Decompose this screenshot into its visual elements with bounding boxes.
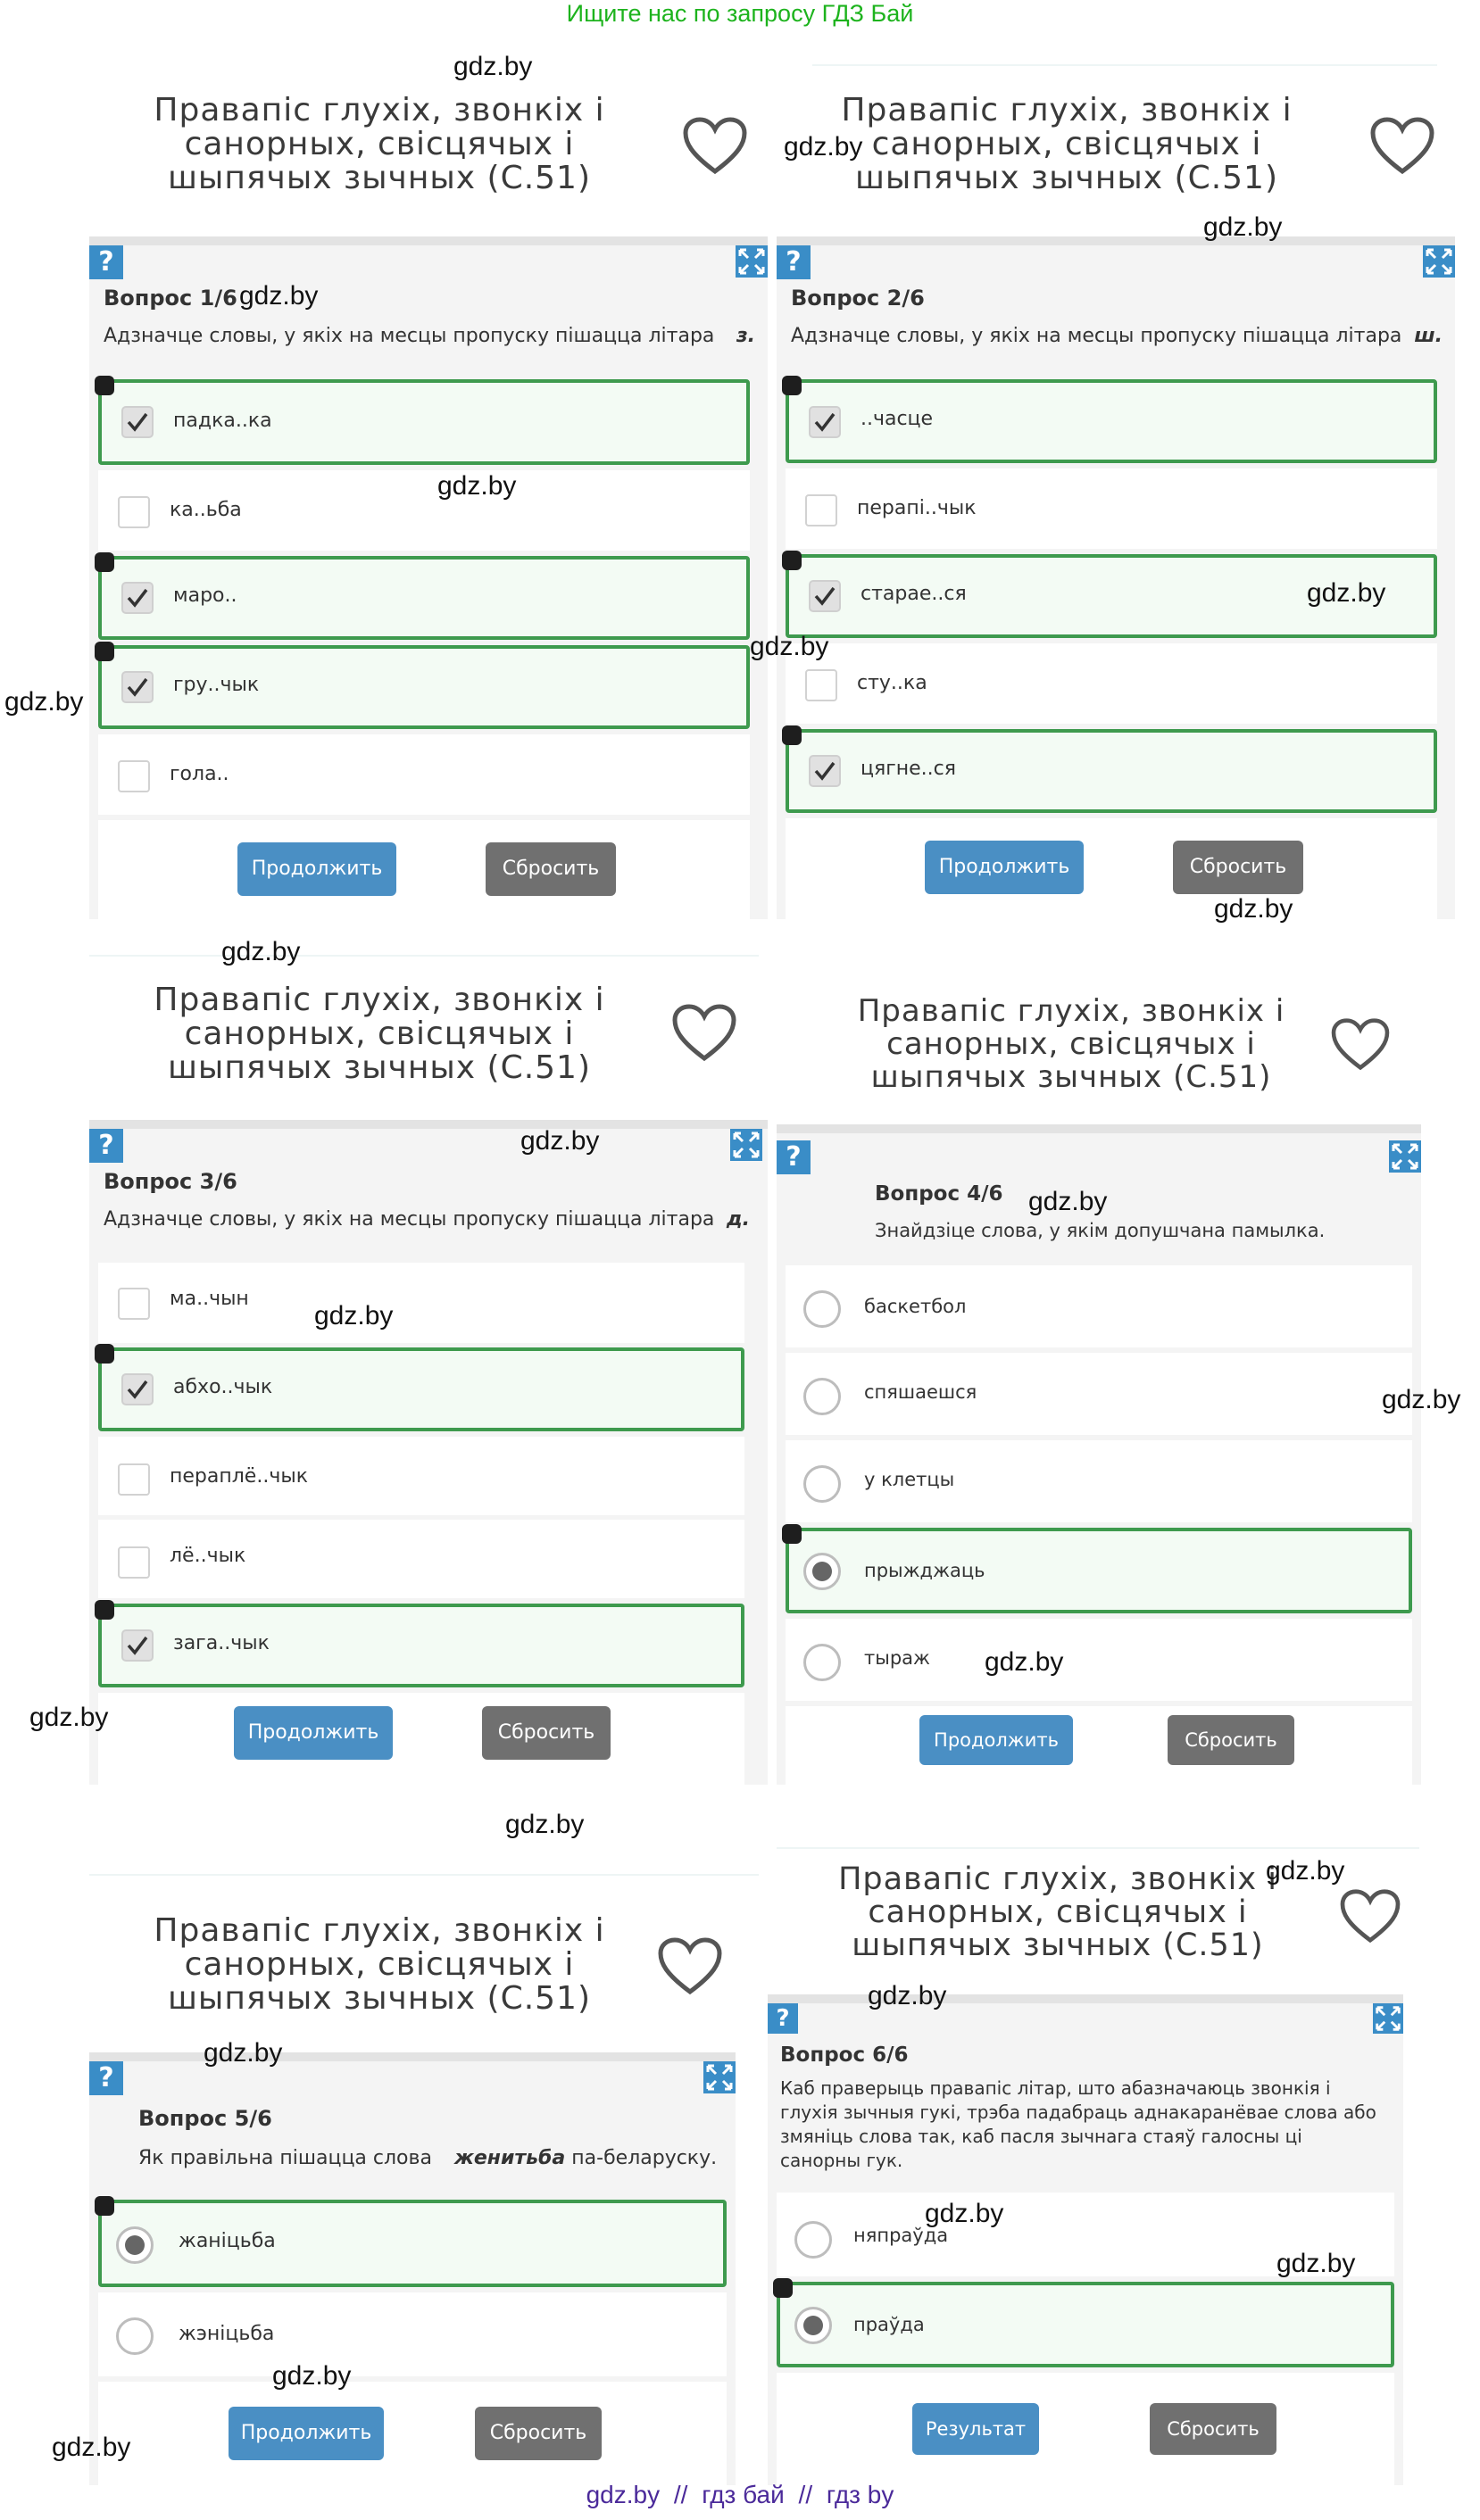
title-line: шыпячых зычных (С.51) [167, 1980, 592, 2017]
answer-option[interactable] [98, 470, 750, 551]
option-label: зага..чык [173, 1632, 270, 1654]
footer-separator: // [798, 2481, 813, 2508]
quiz-panel [777, 1124, 1421, 1785]
title-line: шыпячых зычных (С.51) [870, 1059, 1272, 1095]
selected-marker [782, 725, 802, 745]
question-text: Знайдзіце слова, у якім допушчана памылка. [875, 1220, 1326, 1241]
help-icon[interactable]: ? [89, 1129, 123, 1163]
quiz-card-4 [777, 946, 1455, 1776]
answer-option[interactable] [98, 2292, 727, 2376]
option-label: маро.. [173, 584, 237, 607]
footer-separator: // [673, 2481, 688, 2508]
watermark: gdz.by [453, 52, 533, 81]
radio-empty-icon [803, 1465, 841, 1503]
watermark: gdz.by [437, 471, 517, 501]
question-number: Вопрос 5/6 [138, 2106, 272, 2131]
page-title [821, 995, 1321, 1094]
answer-option[interactable] [98, 556, 750, 640]
selected-marker [95, 1344, 114, 1364]
question-text [104, 1207, 750, 1232]
button-row [98, 820, 750, 919]
help-icon[interactable]: ? [768, 2003, 798, 2034]
title-line: шыпячых зычных (С.51) [167, 160, 592, 196]
expand-icon[interactable] [1389, 1140, 1421, 1173]
title-line: шыпячых зычных (С.51) [852, 1927, 1264, 1963]
continue-button[interactable]: Продолжить [237, 842, 396, 896]
answer-option[interactable] [98, 734, 750, 815]
title-line: Правапіс глухіх, звонкіх і [838, 1861, 1277, 1897]
watermark: gdz.by [1266, 1856, 1345, 1886]
title-line: санорных, свісцячых і [184, 126, 575, 162]
help-icon[interactable]: ? [777, 1140, 811, 1174]
selected-marker [773, 2278, 793, 2298]
answer-option[interactable] [786, 643, 1437, 724]
quiz-card-1 [89, 54, 768, 910]
answer-option[interactable] [98, 379, 750, 465]
quiz-panel [768, 1994, 1403, 2485]
answer-option[interactable] [786, 1440, 1412, 1522]
watermark: gdz.by [1382, 1385, 1461, 1414]
checkbox-checked-icon [121, 1373, 154, 1405]
answer-option[interactable] [98, 1347, 744, 1431]
page-header [777, 54, 1455, 196]
title-line: санорных, свісцячых і [871, 126, 1262, 162]
watermark: gdz.by [520, 1126, 600, 1156]
top-banner: Ищите нас по запросу ГДЗ Бай [566, 0, 914, 27]
footer-links [0, 2481, 1480, 2509]
checkbox-checked-icon [121, 1629, 154, 1662]
checkbox-empty-icon [118, 1463, 150, 1496]
title-line: Правапіс глухіх, звонкіх і [841, 92, 1293, 128]
continue-button[interactable]: Продолжить [919, 1715, 1073, 1765]
watermark: gdz.by [925, 2199, 1004, 2228]
footer-link[interactable]: гдз бай [702, 2481, 785, 2508]
selected-marker [782, 551, 802, 570]
expand-icon[interactable] [736, 245, 768, 278]
watermark: gdz.by [204, 2038, 283, 2068]
continue-button[interactable]: Продолжить [925, 841, 1084, 894]
question-letter: д. [726, 1208, 750, 1231]
checkbox-checked-icon [121, 671, 154, 703]
heart-icon[interactable] [682, 116, 748, 175]
option-label: старае..ся [861, 583, 967, 605]
option-label: ка..ьба [170, 499, 242, 521]
watermark: gdz.by [272, 2361, 352, 2391]
reset-button[interactable]: Сбросить [1150, 2403, 1276, 2455]
option-label: тыраж [864, 1647, 930, 1669]
answer-option[interactable] [786, 729, 1437, 813]
option-label: ..часце [861, 408, 934, 430]
page-header [89, 54, 768, 196]
option-label: няпраўда [853, 2225, 949, 2246]
quiz-card-6 [768, 1838, 1446, 2476]
button-row [786, 1706, 1412, 1785]
reset-button[interactable]: Сбросить [1168, 1715, 1294, 1765]
title-line: санорных, свісцячых і [886, 1026, 1256, 1062]
reset-button[interactable]: Сбросить [1173, 841, 1303, 894]
watermark: gdz.by [1307, 578, 1386, 608]
expand-icon[interactable] [703, 2061, 736, 2093]
watermark: gdz.by [239, 281, 319, 311]
selected-marker [782, 376, 802, 395]
question-text [104, 324, 755, 349]
footer-link[interactable]: gdz.by [586, 2481, 661, 2508]
answer-option[interactable] [98, 1520, 744, 1598]
selected-marker [95, 2196, 114, 2216]
selected-marker [782, 1524, 802, 1544]
quiz-card-2 [777, 54, 1455, 910]
heart-icon[interactable] [1369, 116, 1435, 175]
reset-button[interactable]: Сбросить [486, 842, 616, 896]
option-label: гру..чык [173, 674, 260, 696]
answer-option[interactable] [777, 2282, 1394, 2367]
option-label: лё..чык [170, 1545, 246, 1567]
option-label: праўда [853, 2314, 925, 2335]
title-line: санорных, свісцячых і [184, 1015, 575, 1052]
checkbox-checked-icon [809, 406, 841, 438]
question-letter: з. [736, 325, 755, 347]
watermark: gdz.by [52, 2433, 131, 2462]
button-row [98, 1693, 744, 1785]
radio-selected-icon [116, 2226, 154, 2264]
question-text-line: змяніць слова так, каб пасля зычнага стаяў галосны ці [780, 2126, 1302, 2147]
option-label: цягне..ся [861, 758, 957, 780]
question-number: Вопрос 1/6 [104, 286, 237, 311]
answer-option[interactable] [786, 1265, 1412, 1347]
quiz-panel [89, 2052, 736, 2485]
answer-option[interactable] [786, 468, 1437, 549]
checkbox-empty-icon [805, 669, 837, 701]
title-line: Правапіс глухіх, звонкіх і [154, 92, 605, 128]
result-button[interactable]: Результат [912, 2403, 1039, 2455]
answer-option[interactable] [98, 1604, 744, 1687]
button-row [786, 818, 1437, 919]
watermark: gdz.by [1276, 2249, 1356, 2278]
watermark: gdz.by [4, 687, 84, 717]
option-label: жэніцьба [179, 2323, 275, 2345]
question-text-main: Як правільна пішацца слова [138, 2147, 432, 2169]
checkbox-checked-icon [809, 755, 841, 787]
option-label: спяшаешся [864, 1381, 977, 1403]
quiz-panel [89, 236, 768, 919]
radio-empty-icon [803, 1290, 841, 1328]
option-label: сту..ка [857, 672, 927, 694]
question-text-main: Адзначце словы, у якіх на месцы пропуску пішацца літара [104, 325, 715, 347]
question-text-main: Адзначце словы, у якіх на месцы пропуску пішацца літара [791, 325, 1402, 347]
button-row [777, 2373, 1394, 2485]
title-line: Правапіс глухіх, звонкіх і [154, 982, 605, 1018]
title-line: шыпячых зычных (С.51) [167, 1049, 592, 1086]
quiz-card-3 [89, 946, 768, 1776]
page-header [777, 946, 1455, 1095]
page-header [89, 946, 768, 1089]
question-text-line: глухія зычныя гукі, трэба падабраць аднакаранёвае слова або [780, 2101, 1376, 2123]
checkbox-empty-icon [118, 1546, 150, 1579]
option-label: прыжджаць [864, 1560, 985, 1581]
option-label: перапі..чык [857, 497, 977, 519]
question-letter: ш. [1414, 325, 1443, 347]
expand-icon[interactable] [1423, 245, 1455, 278]
option-label: пераплё..чык [170, 1465, 308, 1488]
watermark: gdz.by [221, 937, 301, 966]
page-title [129, 94, 629, 195]
heart-icon[interactable] [1339, 1888, 1401, 1944]
help-icon[interactable]: ? [89, 2061, 123, 2095]
button-row [98, 2382, 727, 2485]
title-line: санорных, свісцячых і [184, 1946, 575, 1983]
page-title [817, 94, 1317, 195]
question-text-main: Адзначце словы, у якіх на месцы пропуску пішацца літара [104, 1208, 715, 1231]
radio-selected-icon [794, 2307, 832, 2344]
radio-selected-icon [803, 1553, 841, 1590]
option-label: баскетбол [864, 1296, 967, 1317]
title-line: Правапіс глухіх, звонкіх і [154, 1912, 605, 1949]
watermark: gdz.by [29, 1703, 109, 1732]
answer-option[interactable] [786, 379, 1437, 463]
answer-option[interactable] [98, 1437, 744, 1515]
watermark: gdz.by [505, 1810, 585, 1839]
expand-icon[interactable] [1373, 2003, 1403, 2034]
heart-icon[interactable] [1330, 1017, 1391, 1071]
watermark: gdz.by [1028, 1187, 1108, 1216]
title-line: Правапіс глухіх, звонкіх і [857, 993, 1285, 1029]
radio-empty-icon [803, 1378, 841, 1415]
selected-marker [95, 376, 114, 395]
checkbox-empty-icon [118, 496, 150, 528]
watermark: gdz.by [314, 1301, 394, 1330]
watermark: gdz.by [1203, 212, 1283, 242]
question-word: женитьба [453, 2147, 566, 2169]
question-text [138, 2146, 717, 2171]
continue-button[interactable]: Продолжить [229, 2407, 384, 2460]
question-number: Вопрос 6/6 [780, 2043, 909, 2067]
option-label: ма..чын [170, 1288, 249, 1310]
page-title [808, 1863, 1308, 1962]
reset-button[interactable]: Сбросить [482, 1706, 611, 1760]
option-label: у клетцы [864, 1469, 955, 1490]
help-icon[interactable]: ? [89, 245, 123, 279]
page-title [129, 1914, 629, 2016]
checkbox-checked-icon [121, 406, 154, 438]
continue-button[interactable]: Продолжить [234, 1706, 393, 1760]
footer-link[interactable]: гдз by [826, 2481, 894, 2508]
radio-empty-icon [116, 2317, 154, 2355]
title-line: шыпячых зычных (С.51) [854, 160, 1279, 196]
option-label: падка..ка [173, 410, 272, 432]
answer-option[interactable] [98, 2200, 727, 2287]
question-number: Вопрос 4/6 [875, 1182, 1003, 1206]
checkbox-empty-icon [118, 760, 150, 792]
selected-marker [95, 552, 114, 572]
answer-option[interactable] [98, 1263, 744, 1343]
radio-empty-icon [794, 2221, 832, 2259]
reset-button[interactable]: Сбросить [475, 2407, 602, 2460]
watermark: gdz.by [784, 132, 863, 162]
help-icon[interactable]: ? [777, 245, 811, 279]
answer-option[interactable] [786, 1353, 1412, 1435]
watermark: gdz.by [1214, 894, 1293, 924]
answer-option[interactable] [98, 645, 750, 729]
question-text [791, 324, 1443, 349]
quiz-card-5 [89, 1869, 768, 2476]
title-line: санорных, свісцячых і [868, 1894, 1248, 1930]
heart-icon[interactable] [671, 1003, 737, 1062]
checkbox-checked-icon [809, 580, 841, 612]
radio-empty-icon [803, 1644, 841, 1681]
question-text [780, 2077, 1396, 2173]
page-header [89, 1869, 768, 2017]
watermark: gdz.by [985, 1647, 1064, 1677]
question-text-line: Каб праверыць правапіс літар, што абазначаюць звонкія і [780, 2077, 1331, 2099]
option-label: гола.. [170, 763, 229, 785]
option-label: жаніцьба [179, 2230, 276, 2252]
checkbox-checked-icon [121, 582, 154, 614]
question-number: Вопрос 2/6 [791, 286, 925, 311]
answer-option[interactable] [786, 1619, 1412, 1701]
answer-option[interactable] [786, 1528, 1412, 1613]
checkbox-empty-icon [805, 494, 837, 526]
watermark: gdz.by [868, 1981, 947, 2010]
page-title [129, 983, 629, 1085]
expand-icon[interactable] [730, 1129, 762, 1161]
checkbox-empty-icon [118, 1288, 150, 1320]
selected-marker [95, 1600, 114, 1620]
question-text-end: па-беларуску. [571, 2147, 718, 2169]
heart-icon[interactable] [657, 1936, 723, 1995]
quiz-panel [89, 1120, 768, 1785]
option-label: абхо..чык [173, 1376, 273, 1398]
question-text-line: санорны гук. [780, 2150, 903, 2171]
question-number: Вопрос 3/6 [104, 1169, 237, 1194]
watermark: gdz.by [750, 632, 829, 661]
selected-marker [95, 642, 114, 661]
